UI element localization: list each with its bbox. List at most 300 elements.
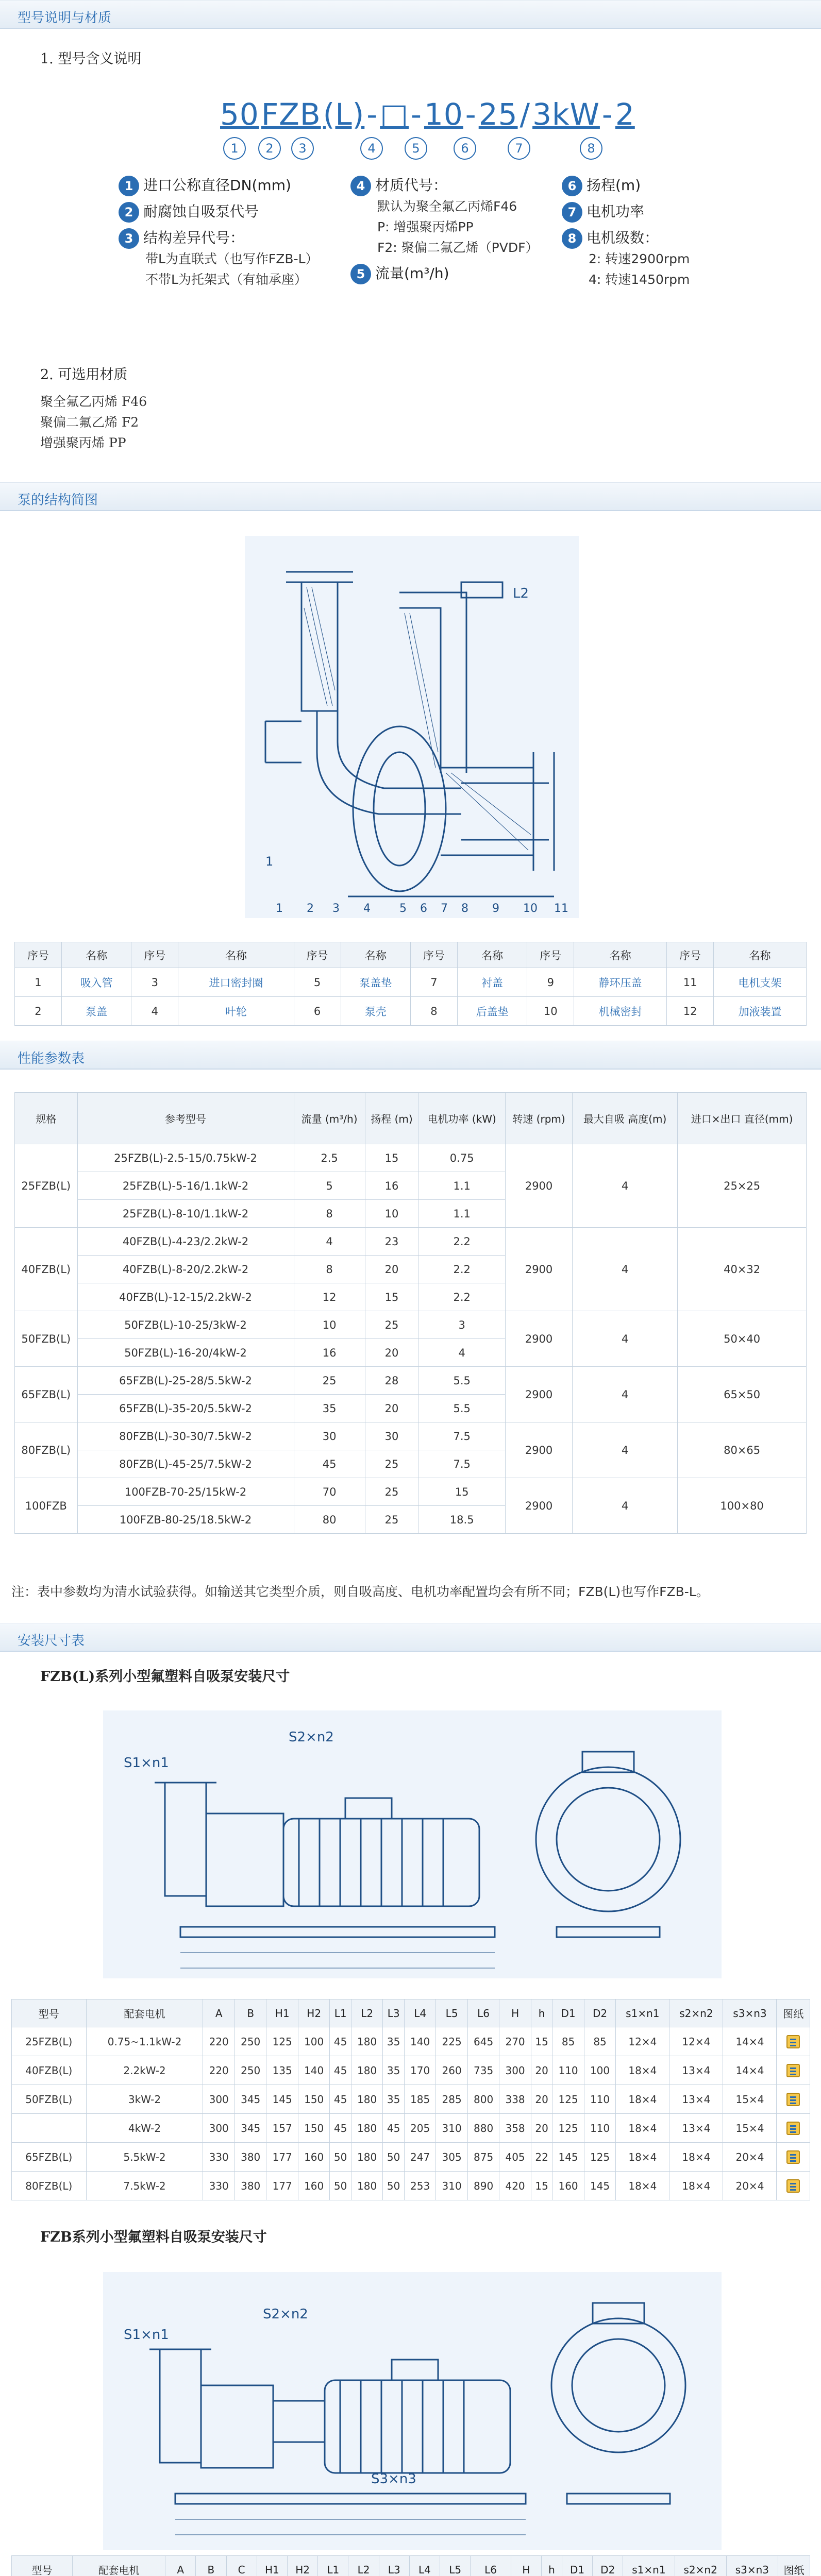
parts-cell: 衬盖	[457, 968, 527, 997]
perf-cell: 7.5	[418, 1422, 506, 1450]
perf-cell: 7.5	[418, 1450, 506, 1478]
parts-cell: 3	[131, 968, 178, 997]
code-part: 25	[478, 97, 518, 132]
install-cell: 110	[552, 2056, 584, 2085]
perf-cell: 40FZB(L)-12-15/2.2kW-2	[77, 1283, 294, 1311]
install-cell: 310	[436, 2172, 467, 2200]
model-item	[119, 200, 356, 223]
install-cell: 18×4	[616, 2085, 669, 2114]
install-cell: 13×4	[669, 2114, 723, 2143]
parts-cell: 6	[294, 997, 341, 1026]
perf-header-cell: 进口×出口 直径(mm)	[678, 1093, 807, 1144]
install-header-cell: H	[499, 1999, 531, 2027]
perf-cell: 65FZB(L)-25-28/5.5kW-2	[77, 1367, 294, 1395]
code-part: -	[366, 97, 378, 132]
drawing-download-cell[interactable]	[777, 2085, 810, 2114]
install2-table	[11, 2555, 810, 2576]
table-row	[15, 1228, 807, 1256]
install-cell: 875	[467, 2143, 499, 2172]
install-cell: 45	[330, 2027, 351, 2056]
perf-suction: 4	[573, 1422, 678, 1478]
perf-cell: 10	[365, 1200, 418, 1228]
install-cell: 20×4	[723, 2143, 777, 2172]
table-row	[12, 2172, 810, 2200]
section-header-structure: 泵的结构简图	[0, 482, 821, 511]
perf-cell: 65FZB(L)-35-20/5.5kW-2	[77, 1395, 294, 1422]
parts-cell: 加液装置	[714, 997, 807, 1026]
install-cell: 180	[351, 2114, 382, 2143]
perf-dia: 80×65	[678, 1422, 807, 1478]
item-label: 材质代号：	[375, 177, 448, 194]
code-part: -	[465, 97, 477, 132]
install-header-cell: L3	[379, 2556, 409, 2576]
install-cell: 890	[467, 2172, 499, 2200]
item-number-icon: 3	[119, 228, 139, 249]
install-cell: 20×4	[723, 2172, 777, 2200]
table-row	[12, 2114, 810, 2143]
parts-header-cell: 名称	[341, 942, 410, 968]
parts-header-cell: 名称	[457, 942, 527, 968]
item-sub: 不带L为托架式（有轴承座）	[145, 272, 307, 287]
install-header-cell: h	[531, 1999, 552, 2027]
parts-header-cell: 序号	[294, 942, 341, 968]
table-row	[15, 1478, 807, 1506]
install-cell: 300	[499, 2056, 531, 2085]
code-number-circle: 6	[454, 137, 476, 160]
install-cell: 358	[499, 2114, 531, 2143]
code-part: 10	[424, 97, 463, 132]
parts-cell: 进口密封圈	[178, 968, 294, 997]
perf-cell: 10	[294, 1311, 365, 1339]
model-code-text	[219, 97, 635, 132]
table-row	[12, 2027, 810, 2056]
install-cell: 35	[383, 2027, 405, 2056]
install-cell: 405	[499, 2143, 531, 2172]
item-number-icon: 8	[562, 228, 582, 249]
perf-cell: 1.1	[418, 1200, 506, 1228]
install-cell: 180	[351, 2172, 382, 2200]
perf-rpm: 2900	[506, 1478, 573, 1534]
parts-cell: 静环压盖	[574, 968, 667, 997]
install-header-cell: H2	[287, 2556, 317, 2576]
install-header-cell: L5	[436, 1999, 467, 2027]
perf-cell: 80FZB(L)-30-30/7.5kW-2	[77, 1422, 294, 1450]
install-cell: 50	[383, 2172, 405, 2200]
install-cell: 13×4	[669, 2056, 723, 2085]
install-cell: 45	[383, 2114, 405, 2143]
install-cell: 20	[531, 2114, 552, 2143]
install-header-cell: s2×n2	[669, 1999, 723, 2027]
item-number-icon: 4	[350, 176, 371, 196]
perf-cell: 15	[365, 1144, 418, 1172]
material-item: 增强聚丙烯 PP	[40, 435, 126, 450]
install-cell: 100	[298, 2027, 329, 2056]
svg-text:7: 7	[441, 902, 448, 915]
code-part: □	[380, 97, 409, 132]
perf-cell: 25FZB(L)-8-10/1.1kW-2	[77, 1200, 294, 1228]
parts-header-cell: 名称	[714, 942, 807, 968]
install-cell: 110	[584, 2114, 615, 2143]
install-cell: 18×4	[616, 2172, 669, 2200]
install-cell: 880	[467, 2114, 499, 2143]
parts-cell: 5	[294, 968, 341, 997]
material-item: 聚全氟乙丙烯 F46	[40, 394, 147, 409]
perf-cell: 25	[365, 1478, 418, 1506]
drawing-download-cell[interactable]	[777, 2027, 810, 2056]
code-number-circle: 3	[291, 137, 314, 160]
item-label: 流量(m³/h)	[375, 265, 449, 282]
install-header-cell: 图纸	[777, 1999, 810, 2027]
code-part: /	[520, 97, 531, 132]
item-number-icon: 5	[350, 264, 371, 284]
perf-cell: 1.1	[418, 1172, 506, 1200]
parts-cell: 9	[527, 968, 574, 997]
parts-cell: 电机支架	[714, 968, 807, 997]
model-item	[350, 262, 567, 284]
perf-cell: 5.5	[418, 1395, 506, 1422]
model-item	[562, 227, 716, 290]
model-item	[119, 227, 356, 290]
perf-suction: 4	[573, 1311, 678, 1367]
pump-section-drawing	[245, 536, 579, 918]
materials-list	[40, 392, 147, 453]
drawing-file-icon[interactable]	[786, 2035, 800, 2048]
perf-dia: 65×50	[678, 1367, 807, 1422]
install-cell: 300	[203, 2114, 234, 2143]
install-cell: 145	[266, 2085, 298, 2114]
install-cell: 45	[330, 2056, 351, 2085]
install-header-cell: s3×n3	[723, 1999, 777, 2027]
perf-cell: 50FZB(L)-10-25/3kW-2	[77, 1311, 294, 1339]
install-header-cell: H2	[298, 1999, 329, 2027]
perf-dia: 100×80	[678, 1478, 807, 1534]
parts-cell: 11	[667, 968, 714, 997]
install-cell: 125	[552, 2114, 584, 2143]
perf-cell: 25FZB(L)-2.5-15/0.75kW-2	[77, 1144, 294, 1172]
install-cell: 35	[383, 2085, 405, 2114]
install-cell: 125	[266, 2027, 298, 2056]
install-cell: 250	[234, 2027, 266, 2056]
install2-drawing	[103, 2272, 722, 2550]
item-label: 扬程(m)	[587, 177, 641, 194]
parts-header-cell: 序号	[15, 942, 62, 968]
item-sub: F2: 聚偏二氟乙烯（PVDF）	[377, 240, 539, 255]
svg-text:10: 10	[523, 902, 538, 915]
parts-header-cell: 序号	[667, 942, 714, 968]
install-cell: 285	[436, 2085, 467, 2114]
table-row	[15, 997, 807, 1026]
install-header-cell: 图纸	[778, 2556, 810, 2576]
install-cell: 345	[234, 2114, 266, 2143]
fzb-dimension-drawing	[103, 2272, 722, 2550]
install-cell: 45	[330, 2114, 351, 2143]
drawing-download-cell[interactable]	[777, 2056, 810, 2085]
install-cell: 7.5kW-2	[86, 2172, 203, 2200]
perf-cell: 25	[365, 1506, 418, 1534]
install-cell: 220	[203, 2027, 234, 2056]
install-cell: 338	[499, 2085, 531, 2114]
install-header-cell: 型号	[12, 2556, 73, 2576]
install-cell: 20	[531, 2085, 552, 2114]
install-cell: 177	[266, 2172, 298, 2200]
install-cell: 140	[298, 2056, 329, 2085]
perf-header-cell: 转速 (rpm)	[506, 1093, 573, 1144]
perf-suction: 4	[573, 1478, 678, 1534]
perf-cell: 0.75	[418, 1144, 506, 1172]
perf-cell: 2.5	[294, 1144, 365, 1172]
install-cell: 157	[266, 2114, 298, 2143]
install-cell: 50	[383, 2143, 405, 2172]
perf-header-cell: 最大自吸 高度(m)	[573, 1093, 678, 1144]
install-header-cell: D1	[562, 2556, 592, 2576]
drawing-file-icon[interactable]	[786, 2122, 800, 2135]
parts-header-cell: 名称	[178, 942, 294, 968]
install-cell: 15	[531, 2027, 552, 2056]
perf-cell: 30	[294, 1422, 365, 1450]
item-number-icon: 1	[119, 176, 139, 196]
drawing-file-icon[interactable]	[786, 2064, 800, 2077]
parts-header-cell: 序号	[410, 942, 457, 968]
perf-rpm: 2900	[506, 1144, 573, 1228]
table-row	[12, 2143, 810, 2172]
perf-cell: 70	[294, 1478, 365, 1506]
parts-header-cell: 名称	[61, 942, 131, 968]
install-cell: 180	[351, 2056, 382, 2085]
install-cell: 160	[298, 2143, 329, 2172]
perf-spec: 50FZB(L)	[15, 1311, 78, 1367]
table-row	[12, 2085, 810, 2114]
parts-cell: 4	[131, 997, 178, 1026]
install-cell: 800	[467, 2085, 499, 2114]
install-cell: 260	[436, 2056, 467, 2085]
install-cell: 50FZB(L)	[12, 2085, 87, 2114]
code-number-circle: 1	[223, 137, 246, 160]
install-cell: 220	[203, 2056, 234, 2085]
section-header-install: 安装尺寸表	[0, 1623, 821, 1652]
install-cell: 25FZB(L)	[12, 2027, 87, 2056]
install-cell: 300	[203, 2085, 234, 2114]
install-header-cell: D2	[584, 1999, 615, 2027]
perf-cell: 18.5	[418, 1506, 506, 1534]
install-header-row	[12, 1999, 810, 2027]
install-cell: 110	[584, 2085, 615, 2114]
install-cell: 50	[330, 2143, 351, 2172]
perf-cell: 40FZB(L)-8-20/2.2kW-2	[77, 1256, 294, 1283]
install-header-cell: L1	[318, 2556, 348, 2576]
perf-cell: 2.2	[418, 1256, 506, 1283]
s2-label-2: S2×n2	[263, 2307, 308, 2322]
install-header-cell: h	[541, 2556, 562, 2576]
perf-header-cell: 电机功率 (kW)	[418, 1093, 506, 1144]
perf-cell: 2.2	[418, 1228, 506, 1256]
perf-cell: 23	[365, 1228, 418, 1256]
parts-cell: 泵盖	[61, 997, 131, 1026]
table-row	[15, 1311, 807, 1339]
install-cell: 15×4	[723, 2085, 777, 2114]
model-item	[119, 174, 356, 196]
perf-spec: 25FZB(L)	[15, 1144, 78, 1228]
perf-header-row	[15, 1093, 807, 1144]
install-cell: 247	[404, 2143, 435, 2172]
install-cell: 3kW-2	[86, 2085, 203, 2114]
install-cell: 22	[531, 2143, 552, 2172]
materials-heading: 2. 可选用材质	[40, 367, 128, 383]
perf-header-cell: 扬程 (m)	[365, 1093, 418, 1144]
install-header-cell: B	[196, 2556, 226, 2576]
perf-cell: 80FZB(L)-45-25/7.5kW-2	[77, 1450, 294, 1478]
s1-label: S1×n1	[124, 1755, 169, 1771]
code-part: 3kW	[532, 97, 600, 132]
install1-title: FZB(L)系列小型氟塑料自吸泵安装尺寸	[40, 1669, 290, 1685]
install-cell: 85	[584, 2027, 615, 2056]
install-header-cell: D1	[552, 1999, 584, 2027]
install-cell: 140	[404, 2027, 435, 2056]
perf-dia: 25×25	[678, 1144, 807, 1228]
install-header-cell: L2	[351, 1999, 382, 2027]
perf-cell: 40FZB(L)-4-23/2.2kW-2	[77, 1228, 294, 1256]
install-cell: 125	[584, 2143, 615, 2172]
install-cell: 100	[584, 2056, 615, 2085]
item-sub: 2: 转速2900rpm	[589, 251, 690, 266]
perf-cell: 30	[365, 1422, 418, 1450]
perf-cell: 45	[294, 1450, 365, 1478]
install-cell: 305	[436, 2143, 467, 2172]
install-cell: 18×4	[616, 2114, 669, 2143]
install-header-cell: 配套电机	[73, 2556, 165, 2576]
install-cell: 205	[404, 2114, 435, 2143]
parts-cell: 12	[667, 997, 714, 1026]
parts-cell: 吸入管	[61, 968, 131, 997]
install-header-cell: H	[511, 2556, 541, 2576]
install-header-cell: s3×n3	[726, 2556, 778, 2576]
svg-text:8: 8	[461, 902, 468, 915]
install-cell: 150	[298, 2114, 329, 2143]
install-header-cell: L2	[348, 2556, 379, 2576]
install-header-cell: H1	[266, 1999, 298, 2027]
item-number-icon: 7	[562, 202, 582, 223]
perf-cell: 15	[365, 1283, 418, 1311]
parts-cell: 后盖垫	[457, 997, 527, 1026]
table-row	[15, 1422, 807, 1450]
parts-header-cell: 序号	[131, 942, 178, 968]
perf-cell: 25FZB(L)-5-16/1.1kW-2	[77, 1172, 294, 1200]
install-cell: 50	[330, 2172, 351, 2200]
perf-cell: 35	[294, 1395, 365, 1422]
parts-cell: 10	[527, 997, 574, 1026]
install-header-cell: L1	[330, 1999, 351, 2027]
table-row	[15, 1144, 807, 1172]
install-cell: 250	[234, 2056, 266, 2085]
drawing-download-cell[interactable]	[777, 2172, 810, 2200]
item-label: 结构差异代号：	[143, 229, 245, 246]
model-items	[119, 174, 711, 324]
item-sub: 带L为直联式（也写作FZB-L）	[145, 251, 319, 266]
install-cell: 180	[351, 2143, 382, 2172]
install-header-cell: L5	[440, 2556, 471, 2576]
install-cell: 380	[234, 2172, 266, 2200]
drawing-file-icon[interactable]	[786, 2150, 800, 2164]
install-cell: 85	[552, 2027, 584, 2056]
install-header-cell: A	[165, 2556, 196, 2576]
install-header-cell: L6	[467, 1999, 499, 2027]
code-number-circle: 7	[508, 137, 530, 160]
install-cell: 345	[234, 2085, 266, 2114]
drawing-download-cell[interactable]	[777, 2143, 810, 2172]
item-sub: P: 增强聚丙烯PP	[377, 219, 474, 234]
item-sub: 默认为聚全氟乙丙烯F46	[377, 199, 517, 214]
svg-text:5: 5	[399, 902, 407, 915]
install-cell: 735	[467, 2056, 499, 2085]
install-cell: 145	[584, 2172, 615, 2200]
install-header-cell: H1	[257, 2556, 287, 2576]
perf-suction: 4	[573, 1144, 678, 1228]
install-cell: 177	[266, 2143, 298, 2172]
perf-cell: 4	[294, 1228, 365, 1256]
perf-cell: 100FZB-80-25/18.5kW-2	[77, 1506, 294, 1534]
item-number-icon: 2	[119, 202, 139, 223]
install-header-cell: L4	[404, 1999, 435, 2027]
model-code	[219, 97, 635, 169]
perf-cell: 20	[365, 1395, 418, 1422]
perf-rpm: 2900	[506, 1422, 573, 1478]
parts-header-row	[15, 942, 807, 968]
install-cell: 253	[404, 2172, 435, 2200]
perf-cell: 25	[365, 1450, 418, 1478]
install-cell: 180	[351, 2027, 382, 2056]
install-cell: 135	[266, 2056, 298, 2085]
perf-header-cell: 规格	[15, 1093, 78, 1144]
table-row	[15, 1367, 807, 1395]
code-part: (L)	[323, 97, 365, 132]
perf-cell: 80	[294, 1506, 365, 1534]
perf-cell: 12	[294, 1283, 365, 1311]
perf-cell: 2.2	[418, 1283, 506, 1311]
install-header-cell: A	[203, 1999, 234, 2027]
perf-suction: 4	[573, 1228, 678, 1311]
perf-cell: 16	[365, 1172, 418, 1200]
install-cell: 4kW-2	[86, 2114, 203, 2143]
perf-cell: 28	[365, 1367, 418, 1395]
perf-cell: 8	[294, 1200, 365, 1228]
install-cell: 12×4	[616, 2027, 669, 2056]
install2-title: FZB系列小型氟塑料自吸泵安装尺寸	[40, 2229, 267, 2245]
install-cell: 45	[330, 2085, 351, 2114]
parts-table	[14, 942, 807, 1026]
install-header-cell: s1×n1	[623, 2556, 675, 2576]
perf-cell: 5.5	[418, 1367, 506, 1395]
perf-cell: 25	[294, 1367, 365, 1395]
install-cell: 18×4	[669, 2143, 723, 2172]
drawing-file-icon[interactable]	[786, 2179, 800, 2193]
drawing-file-icon[interactable]	[786, 2093, 800, 2106]
item-label: 耐腐蚀自吸泵代号	[143, 203, 259, 220]
svg-text:1: 1	[276, 902, 283, 915]
drawing-download-cell[interactable]	[777, 2114, 810, 2143]
perf-spec: 100FZB	[15, 1478, 78, 1534]
install-cell: 35	[383, 2056, 405, 2085]
perf-suction: 4	[573, 1367, 678, 1422]
code-number-circle: 2	[258, 137, 281, 160]
perf-spec: 40FZB(L)	[15, 1228, 78, 1311]
code-number-circle: 4	[360, 137, 383, 160]
svg-text:3: 3	[332, 902, 340, 915]
install-cell: 12×4	[669, 2027, 723, 2056]
install-cell: 330	[203, 2172, 234, 2200]
perf-dia: 40×32	[678, 1228, 807, 1311]
perf-rpm: 2900	[506, 1311, 573, 1367]
model-heading: 1. 型号含义说明	[40, 51, 142, 67]
install1-drawing	[103, 1710, 722, 1978]
